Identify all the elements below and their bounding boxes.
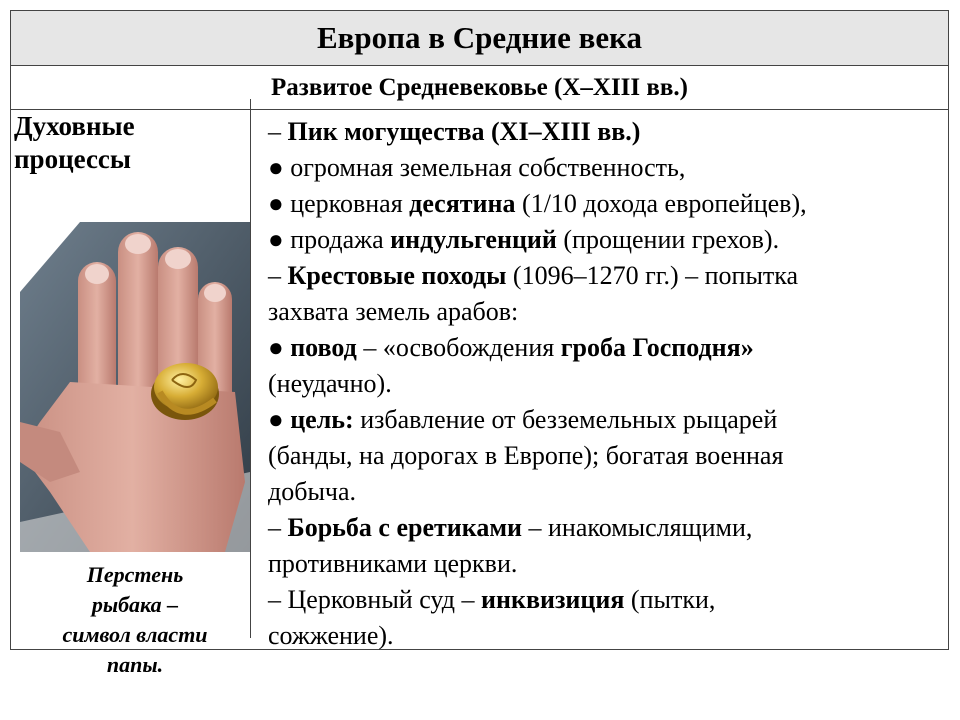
text-line: – Пик могущества (XI–XIII вв.) bbox=[268, 117, 641, 146]
column-divider bbox=[250, 99, 251, 638]
page-title: Европа в Средние века bbox=[11, 11, 948, 66]
text-line: (банды, на дорогах в Европе); богатая военная bbox=[268, 441, 784, 470]
photo-caption: Перстень рыбака – символ власти папы. bbox=[62, 562, 208, 677]
text-line: сожжение). bbox=[268, 621, 394, 650]
text-line: (неудачно). bbox=[268, 369, 392, 398]
text-line: ● повод – «освобождения гроба Господня» bbox=[268, 333, 754, 362]
fisherman-ring-photo bbox=[20, 222, 250, 552]
period-subtitle: Развитое Средневековье (X–XIII вв.) bbox=[11, 66, 948, 110]
category-label: Духовные процессы bbox=[14, 111, 135, 174]
text-line: захвата земель арабов: bbox=[268, 297, 519, 326]
text-line: ● продажа индульгенций (прощении грехов). bbox=[268, 225, 780, 254]
text-line: добыча. bbox=[268, 477, 357, 506]
text-line: – Борьба с еретиками – инакомыслящими, bbox=[268, 513, 753, 542]
text-line: противниками церкви. bbox=[268, 549, 518, 578]
text-line: ● цель: избавление от безземельных рыцарей bbox=[268, 405, 778, 434]
text-line: – Крестовые походы (1096–1270 гг.) – попытка bbox=[268, 261, 799, 290]
text-line: ● церковная десятина (1/10 дохода европейцев), bbox=[268, 189, 807, 218]
text-line: – Церковный суд – инквизиция (пытки, bbox=[268, 585, 716, 614]
content-text bbox=[268, 114, 938, 654]
text-line: ● огромная земельная собственность, bbox=[268, 153, 686, 182]
